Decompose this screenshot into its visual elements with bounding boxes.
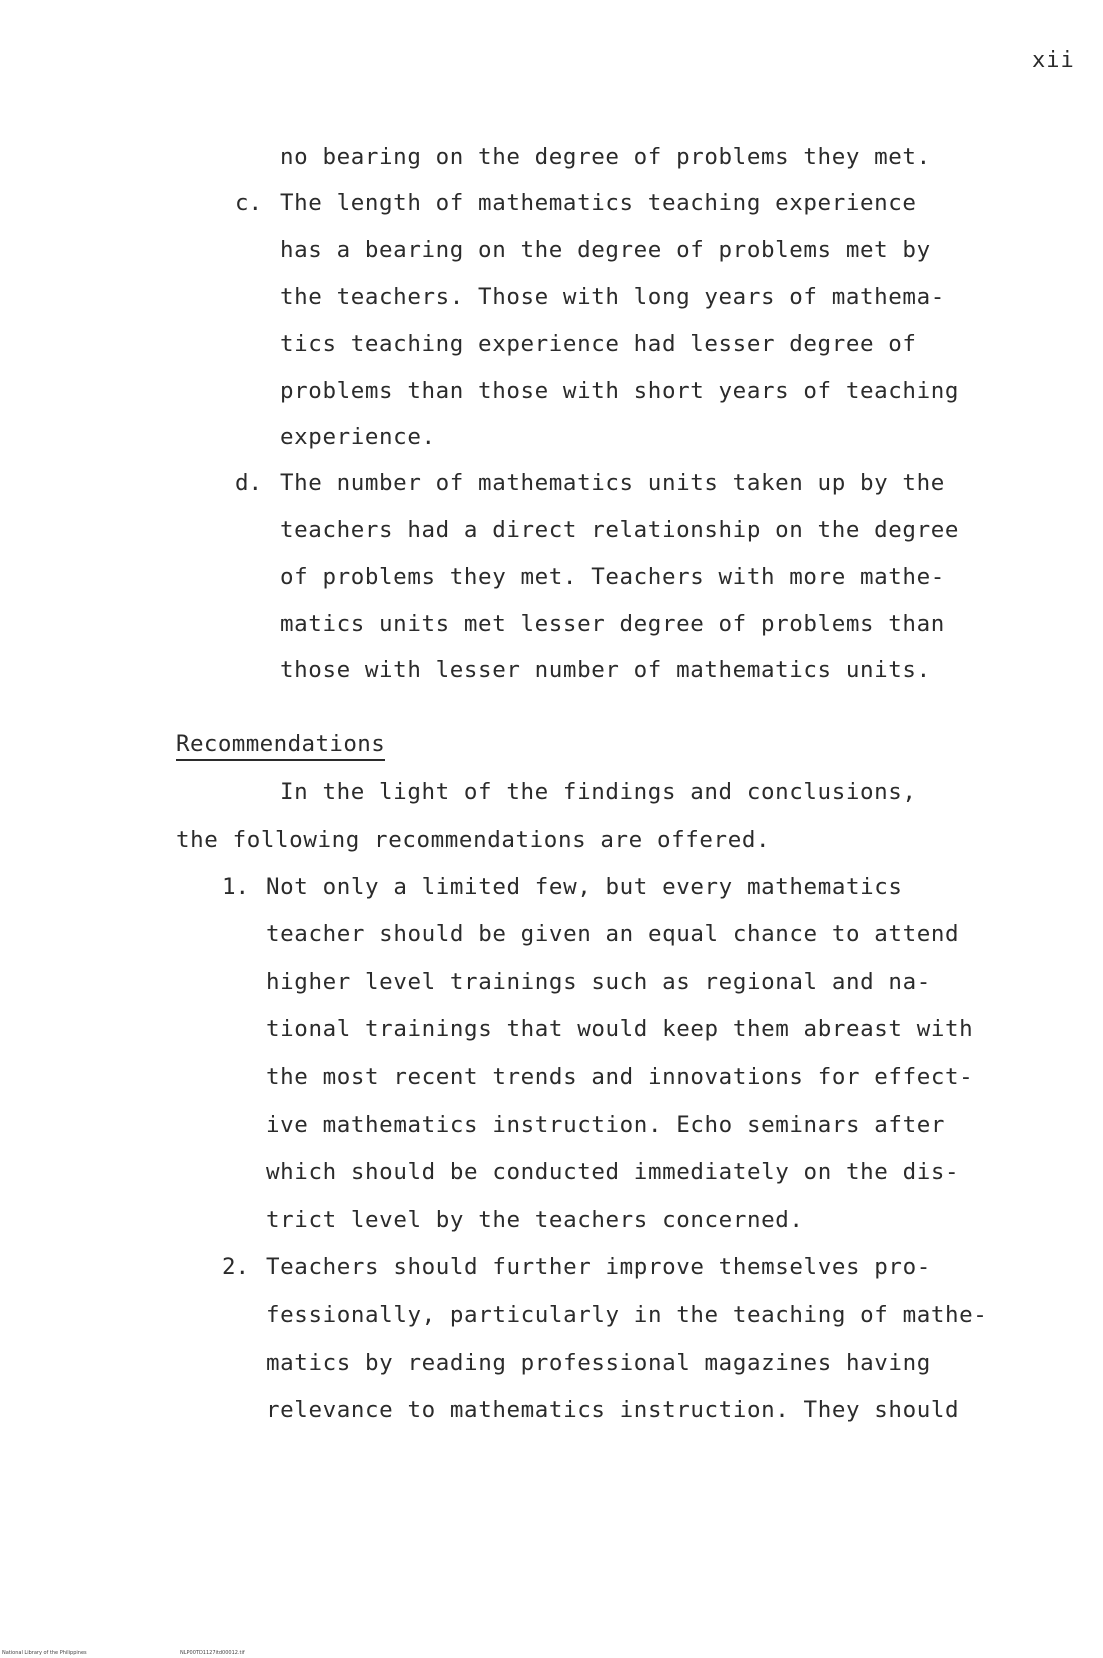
list-marker-c: c. <box>235 190 263 216</box>
text-line: experience. <box>280 424 436 450</box>
text-line: matics units met lesser degree of problems than <box>280 611 945 637</box>
text-line: tics teaching experience had lesser degree of <box>280 331 917 357</box>
text-line: teacher should be given an equal chance to attend <box>266 921 960 947</box>
text-line: Not only a limited few, but every mathematics <box>266 874 903 900</box>
text-line: In the light of the findings and conclusions, <box>280 779 917 805</box>
text-line: the most recent trends and innovations for effect- <box>266 1064 974 1090</box>
section-heading-recommendations: Recommendations <box>176 731 386 757</box>
page-number: xii <box>1032 48 1075 73</box>
text-line: teachers had a direct relationship on the degree <box>280 517 960 543</box>
footer-library-name: National Library of the Philippines <box>2 1650 87 1656</box>
list-marker-2: 2. <box>222 1254 250 1280</box>
text-line: ive mathematics instruction. Echo seminars after <box>266 1112 946 1138</box>
text-line: no bearing on the degree of problems they met. <box>280 144 931 170</box>
footer-file-name: NLP00TD1127itd00012.tif <box>180 1650 245 1656</box>
text-line: The number of mathematics units taken up by the <box>280 470 945 496</box>
text-line: matics by reading professional magazines having <box>266 1350 931 1376</box>
text-line: those with lesser number of mathematics units. <box>280 657 931 683</box>
text-line: of problems they met. Teachers with more mathe- <box>280 564 945 590</box>
text-line: the following recommendations are offered. <box>176 827 771 853</box>
text-line: Teachers should further improve themselves pro- <box>266 1254 931 1280</box>
text-line: problems than those with short years of teaching <box>280 378 960 404</box>
text-line: higher level trainings such as regional and na- <box>266 969 931 995</box>
text-line: trict level by the teachers concerned. <box>266 1207 804 1233</box>
text-line: the teachers. Those with long years of mathema- <box>280 284 945 310</box>
text-line: fessionally, particularly in the teaching of mathe- <box>266 1302 988 1328</box>
text-line: The length of mathematics teaching experience <box>280 190 917 216</box>
list-marker-1: 1. <box>222 874 250 900</box>
text-line: has a bearing on the degree of problems met by <box>280 237 931 263</box>
list-marker-d: d. <box>235 470 263 496</box>
text-line: tional trainings that would keep them abreast with <box>266 1016 974 1042</box>
text-line: relevance to mathematics instruction. They should <box>266 1397 960 1423</box>
text-line: which should be conducted immediately on the dis- <box>266 1159 960 1185</box>
